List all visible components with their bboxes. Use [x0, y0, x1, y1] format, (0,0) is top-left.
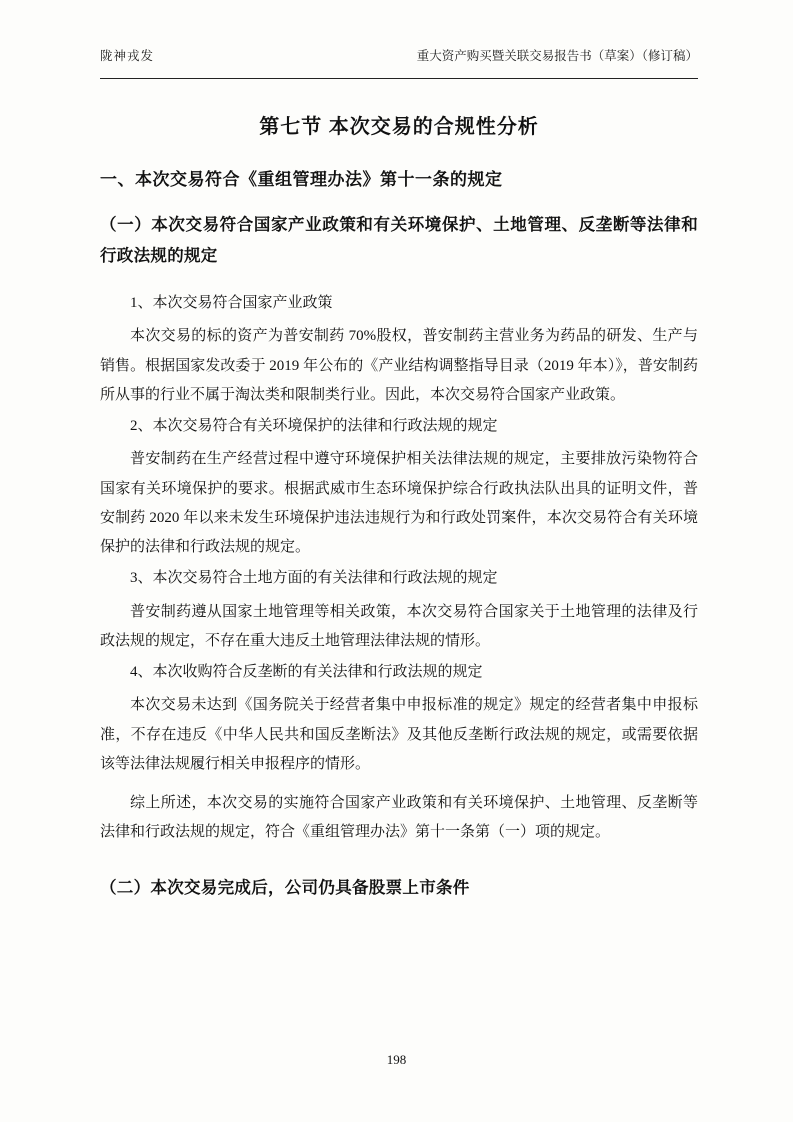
document-content [100, 98, 698, 898]
header-divider [100, 78, 698, 79]
item-heading-4: 4、本次收购符合反垄断的有关法律和行政法规的规定 [130, 664, 483, 681]
section-heading: 一、本次交易符合《重组管理办法》第十一条的规定 [100, 170, 503, 189]
item-heading-3: 3、本次交易符合土地方面的有关法律和行政法规的规定 [130, 570, 498, 587]
item-heading-2: 2、本次交易符合有关环境保护的法律和行政法规的规定 [130, 418, 498, 435]
item-paragraph-3-1: 普安制药遵从国家土地管理等相关政策，本次交易符合国家关于土地管理的法律及行政法规的规定，不存在重大违反土地管理法律法规的情形。 [100, 603, 698, 649]
spacer [100, 781, 698, 789]
page-number: 198 [386, 1052, 407, 1067]
item-paragraph-2-1: 普安制药在生产经营过程中遵守环境保护相关法律法规的规定，主要排放污染物符合国家有关环境保护的要求。根据武威市生态环境保护综合行政执法队出具的证明文件，普安制药 2020 年以来未发生环境保护违法违规行为和行政处罚案件，本次交易符合有关环境保护的法律和行政法规的规定。 [100, 451, 698, 556]
item-heading-1: 1、本次交易符合国家产业政策 [130, 295, 333, 312]
subsection-heading-one: （一）本次交易符合国家产业政策和有关环境保护、土地管理、反垄断等法律和行政法规的规定 [100, 216, 698, 265]
subsection-heading-two: （二）本次交易完成后，公司仍具备股票上市条件 [100, 878, 470, 897]
header-document-name: 重大资产购买暨关联交易报告书（草案）（修订稿） [416, 49, 698, 63]
summary-paragraph: 综上所述，本次交易的实施符合国家产业政策和有关环境保护、土地管理、反垄断等法律和行政法规的规定，符合《重组管理办法》第十一条第（一）项的规定。 [100, 795, 698, 841]
header-company-name: 陇神戎发 [100, 49, 155, 63]
page-header [100, 46, 698, 64]
page-title: 第七节 本次交易的合规性分析 [259, 116, 539, 138]
item-paragraph-1-1: 本次交易的标的资产为普安制药 70%股权，普安制药主营业务为药品的研发、生产与销售。根据国家发改委于 2019 年公布的《产业结构调整指导目录（2019 年本）》，普安制药所从事的行业不属于淘汰类和限制类行业。因此，本次交易符合国家产业政策。 [100, 328, 698, 403]
item-paragraph-4-1: 本次交易未达到《国务院关于经营者集中申报标准的规定》规定的经营者集中申报标准，不存在违反《中华人民共和国反垄断法》及其他反垄断行政法规的规定，或需要依据该等法律法规履行相关申报程序的情形。 [100, 697, 698, 772]
